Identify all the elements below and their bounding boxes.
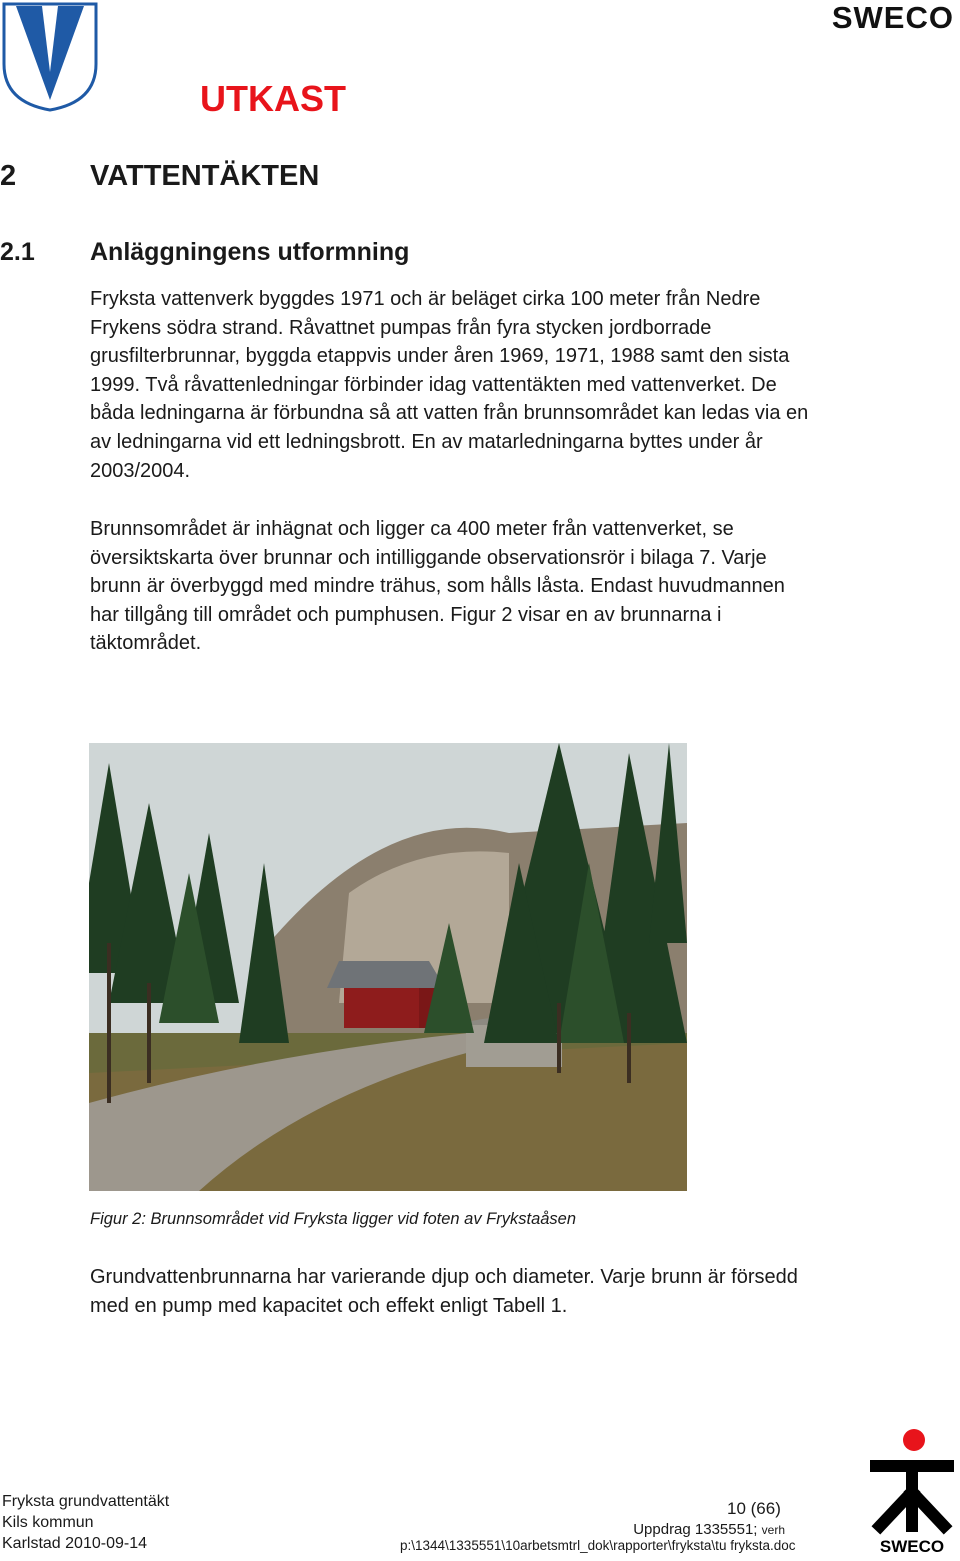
section-title: Anläggningens utformning [90, 238, 410, 266]
footer-project: Fryksta grundvattentäkt [2, 1493, 170, 1510]
figure-photo [89, 743, 687, 1191]
sweco-logo: SWECO [831, 0, 954, 35]
body-paragraph: Brunnsområdet är inhägnat och ligger ca 400 meter från vattenverket, se översiktskarta över brunnar och intilliggande observationsrör i bilaga 7. Varje brunn är överbyggd med mindre trähus, som hålls låsta. Endast huvudmannen har tillgång till området och pumphusen. Figur 2 visar en av brunnarna i täktområdet. [90, 518, 785, 655]
chapter-number: 2 [0, 160, 17, 192]
section-number: 2.1 [0, 238, 35, 266]
footer-assignment [633, 1521, 785, 1538]
body-paragraph: Grundvattenbrunnarna har varierande djup och diameter. Varje brunn är försedd med en pump med kapacitet och effekt enligt Tabell 1. [90, 1266, 798, 1317]
sweco-emblem-icon [866, 1428, 958, 1556]
file-path: p:\1344\1335551\10arbetsmtrl_dok\rapporter\fryksta\tu fryksta.doc [400, 1538, 796, 1553]
draft-stamp: UTKAST [200, 78, 346, 119]
body-paragraph: Fryksta vattenverk byggdes 1971 och är beläget cirka 100 meter från Nedre Frykens södra strand. Råvattnet pumpas från fyra stycken jordborrade grusfilterbrunnar, byggda etappvis under åren 1969, 1971, 1988 samt den sista 1999. Två råvattenledningar förbinder idag vattentäkten med vattenverket. De båda ledningarna är förbundna så att vatten från brunnsområdet kan ledas via en av ledningarna vid ett ledningsbrott. En av matarledningarna byttes under år 2003/2004. [90, 288, 809, 482]
chapter-heading [0, 160, 319, 193]
assignment-id: Uppdrag 1335551; [633, 1521, 758, 1538]
section-heading [0, 238, 409, 267]
kommun-coat-of-arms-icon [2, 2, 98, 112]
emblem-label: SWECO [879, 1537, 945, 1556]
page-number: 10 (66) [727, 1499, 781, 1518]
footer-client: Kils kommun [2, 1514, 94, 1531]
figure-caption: Figur 2: Brunnsområdet vid Fryksta ligger vid foten av Frykstaåsen [90, 1210, 577, 1228]
assignment-suffix: verh [761, 1523, 785, 1537]
footer-place-date: Karlstad 2010-09-14 [2, 1535, 147, 1552]
chapter-title: VATTENTÄKTEN [90, 160, 320, 192]
footer-meta [2, 1491, 169, 1554]
